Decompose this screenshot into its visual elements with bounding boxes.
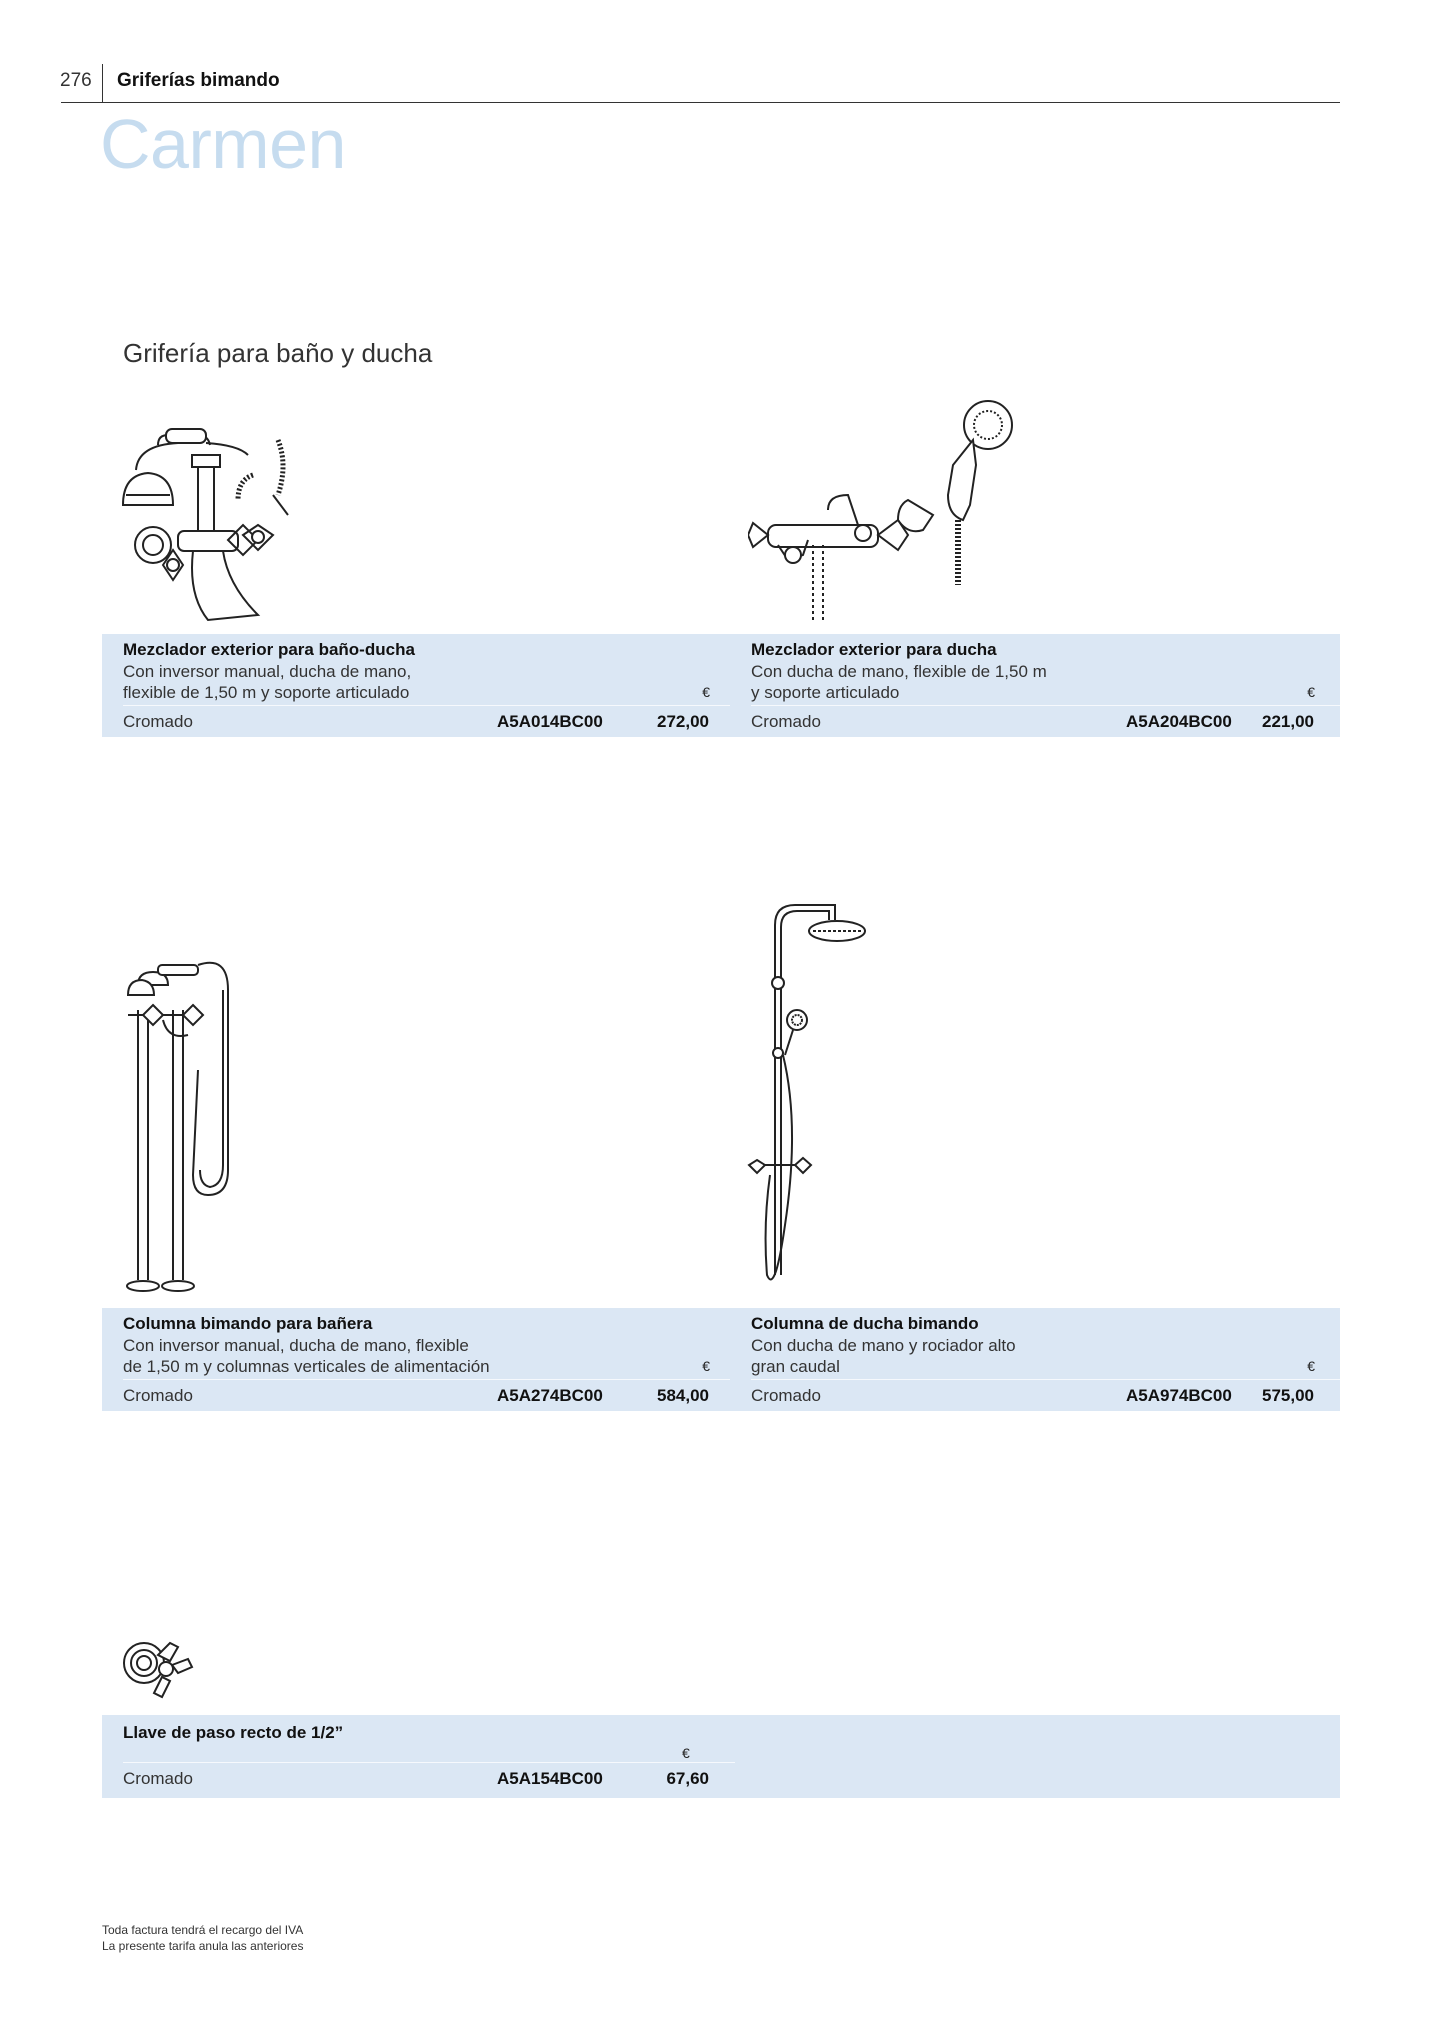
footnote — [102, 1922, 303, 1954]
product-card-bathtub-column — [102, 1308, 735, 1411]
currency-label: € — [682, 1745, 690, 1761]
currency-label: € — [1307, 684, 1315, 700]
product-description-line: Con inversor manual, ducha de mano, — [123, 662, 412, 681]
product-description-line: de 1,50 m y columnas verticales de alimentación — [123, 1357, 490, 1376]
footnote-line: La presente tarifa anula las anteriores — [102, 1939, 304, 1953]
product-price: 272,00 — [657, 712, 709, 731]
footnote-line: Toda factura tendrá el recargo del IVA — [102, 1923, 304, 1937]
product-name: Columna de ducha bimando — [751, 1314, 979, 1333]
product-finish: Cromado — [123, 1769, 193, 1788]
product-code: A5A154BC00 — [497, 1769, 603, 1788]
price-rule — [123, 1379, 735, 1380]
product-name: Columna bimando para bañera — [123, 1314, 373, 1333]
product-description-line: y soporte articulado — [751, 683, 900, 702]
shower-mixer-illustration — [748, 395, 1028, 625]
product-finish: Cromado — [751, 1386, 821, 1405]
product-card-shower-mixer — [730, 634, 1340, 737]
product-card-bath-shower-mixer — [102, 634, 735, 737]
product-price: 221,00 — [1262, 712, 1314, 731]
product-description-line: Con ducha de mano, flexible de 1,50 m — [751, 662, 1047, 681]
product-price: 67,60 — [666, 1769, 709, 1788]
product-name: Mezclador exterior para ducha — [751, 640, 997, 659]
currency-label: € — [702, 1358, 710, 1374]
product-name: Mezclador exterior para baño-ducha — [123, 640, 415, 659]
product-card-stop-valve — [102, 1715, 1340, 1798]
product-description — [123, 661, 543, 703]
shower-column-illustration — [745, 895, 875, 1305]
product-code: A5A974BC00 — [1126, 1386, 1232, 1405]
currency-label: € — [702, 684, 710, 700]
series-title: Carmen — [100, 105, 346, 183]
product-description-line: Con ducha de mano y rociador alto — [751, 1336, 1016, 1355]
product-description — [123, 1335, 543, 1377]
product-description-line: flexible de 1,50 m y soporte articulado — [123, 683, 410, 702]
product-code: A5A014BC00 — [497, 712, 603, 731]
page-number: 276 — [60, 70, 92, 91]
product-finish: Cromado — [123, 712, 193, 731]
product-card-shower-column — [730, 1308, 1340, 1411]
header-separator — [102, 64, 103, 102]
product-name: Llave de paso recto de 1/2” — [123, 1723, 344, 1742]
bath-shower-mixer-illustration — [118, 425, 308, 625]
product-description — [751, 1335, 1171, 1377]
header-rule — [61, 102, 1340, 103]
price-rule — [123, 705, 735, 706]
price-rule — [751, 1379, 1340, 1380]
product-code: A5A274BC00 — [497, 1386, 603, 1405]
section-title: Griferías bimando — [117, 70, 280, 91]
product-code: A5A204BC00 — [1126, 712, 1232, 731]
currency-label: € — [1307, 1358, 1315, 1374]
product-price: 584,00 — [657, 1386, 709, 1405]
subsection-title: Grifería para baño y ducha — [123, 338, 433, 368]
price-rule — [123, 1762, 735, 1763]
stop-valve-illustration — [122, 1637, 197, 1702]
price-rule — [751, 705, 1340, 706]
product-description — [751, 661, 1171, 703]
product-finish: Cromado — [751, 712, 821, 731]
bathtub-column-illustration — [118, 950, 248, 1300]
product-description-line: Con inversor manual, ducha de mano, flexible — [123, 1336, 469, 1355]
product-description-line: gran caudal — [751, 1357, 840, 1376]
product-finish: Cromado — [123, 1386, 193, 1405]
product-price: 575,00 — [1262, 1386, 1314, 1405]
